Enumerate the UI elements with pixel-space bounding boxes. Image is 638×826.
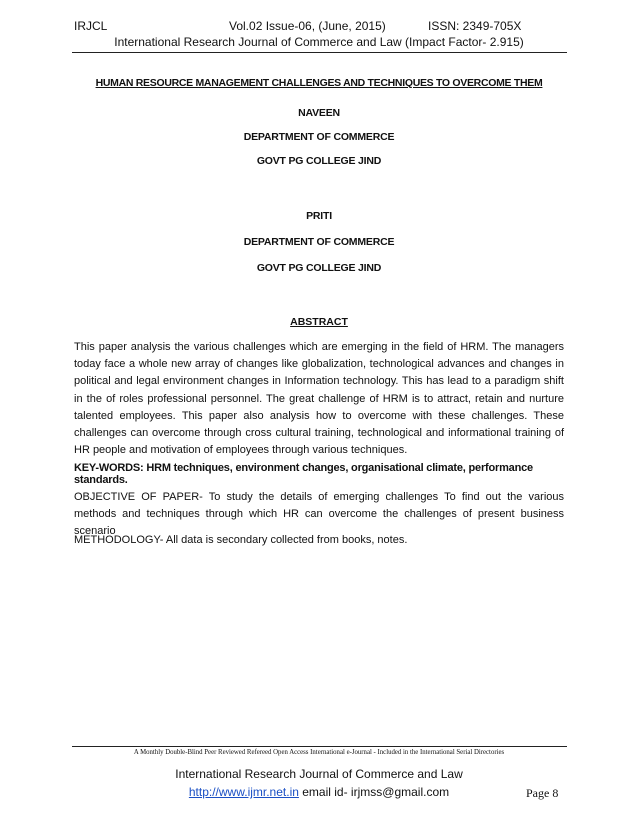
website-link[interactable]: http://www.ijmr.net.in xyxy=(188,785,299,799)
paper-title: HUMAN RESOURCE MANAGEMENT CHALLENGES AND TECHNIQUES TO OVERCOME THEM xyxy=(95,77,543,89)
author-institution: GOVT PG COLLEGE JIND xyxy=(256,262,382,274)
footer-journal: International Research Journal of Commerce and Law xyxy=(175,767,463,781)
journal-full-title: International Research Journal of Commerce and Law (Impact Factor- 2.915) xyxy=(114,35,524,49)
volume-issue: Vol.02 Issue-06, (June, 2015) xyxy=(229,19,386,33)
abstract-text: This paper analysis the various challenges which are emerging in the field of HRM. The managers today face a whole new array of changes like globalization, technological advances and changes in political and legal environment changes in Information technology. This has lead to a paradigm shift in the of roles professional personnel. The great challenge of HRM is to attract, retain and nurture talented employees. This paper also analysis how to overcome with these challenges. These challenges can overcome through cross cultural training, technological and informational training of HR people and motivation of employees through various techniques. xyxy=(74,341,564,457)
author-name: PRITI xyxy=(306,210,332,222)
header-divider xyxy=(72,52,567,53)
author-department: DEPARTMENT OF COMMERCE xyxy=(243,236,395,248)
footer-divider xyxy=(72,746,567,747)
author-institution: GOVT PG COLLEGE JIND xyxy=(256,155,382,167)
keywords: KEY-WORDS: HRM techniques, environment changes, organisational climate, performance standards. xyxy=(74,462,533,486)
footer-email: email id- irjmss@gmail.com xyxy=(298,785,450,799)
author-department: DEPARTMENT OF COMMERCE xyxy=(243,131,395,143)
issn: ISSN: 2349-705X xyxy=(428,19,522,33)
author-name: NAVEEN xyxy=(298,107,340,119)
footer-note: A Monthly Double-Blind Peer Reviewed Refereed Open Access International e-Journal - Included in the International Serial Directories xyxy=(133,749,505,756)
abstract-heading: ABSTRACT xyxy=(290,316,348,328)
journal-abbrev: IRJCL xyxy=(74,19,108,33)
objective-text: OBJECTIVE OF PAPER- To study the details of emerging challenges To find out the various methods and techniques through which HR can overcome the challenges of present business scenario xyxy=(74,491,564,538)
methodology-text: METHODOLOGY- All data is secondary collected from books, notes. xyxy=(74,534,408,546)
page-number: Page 8 xyxy=(526,786,559,800)
